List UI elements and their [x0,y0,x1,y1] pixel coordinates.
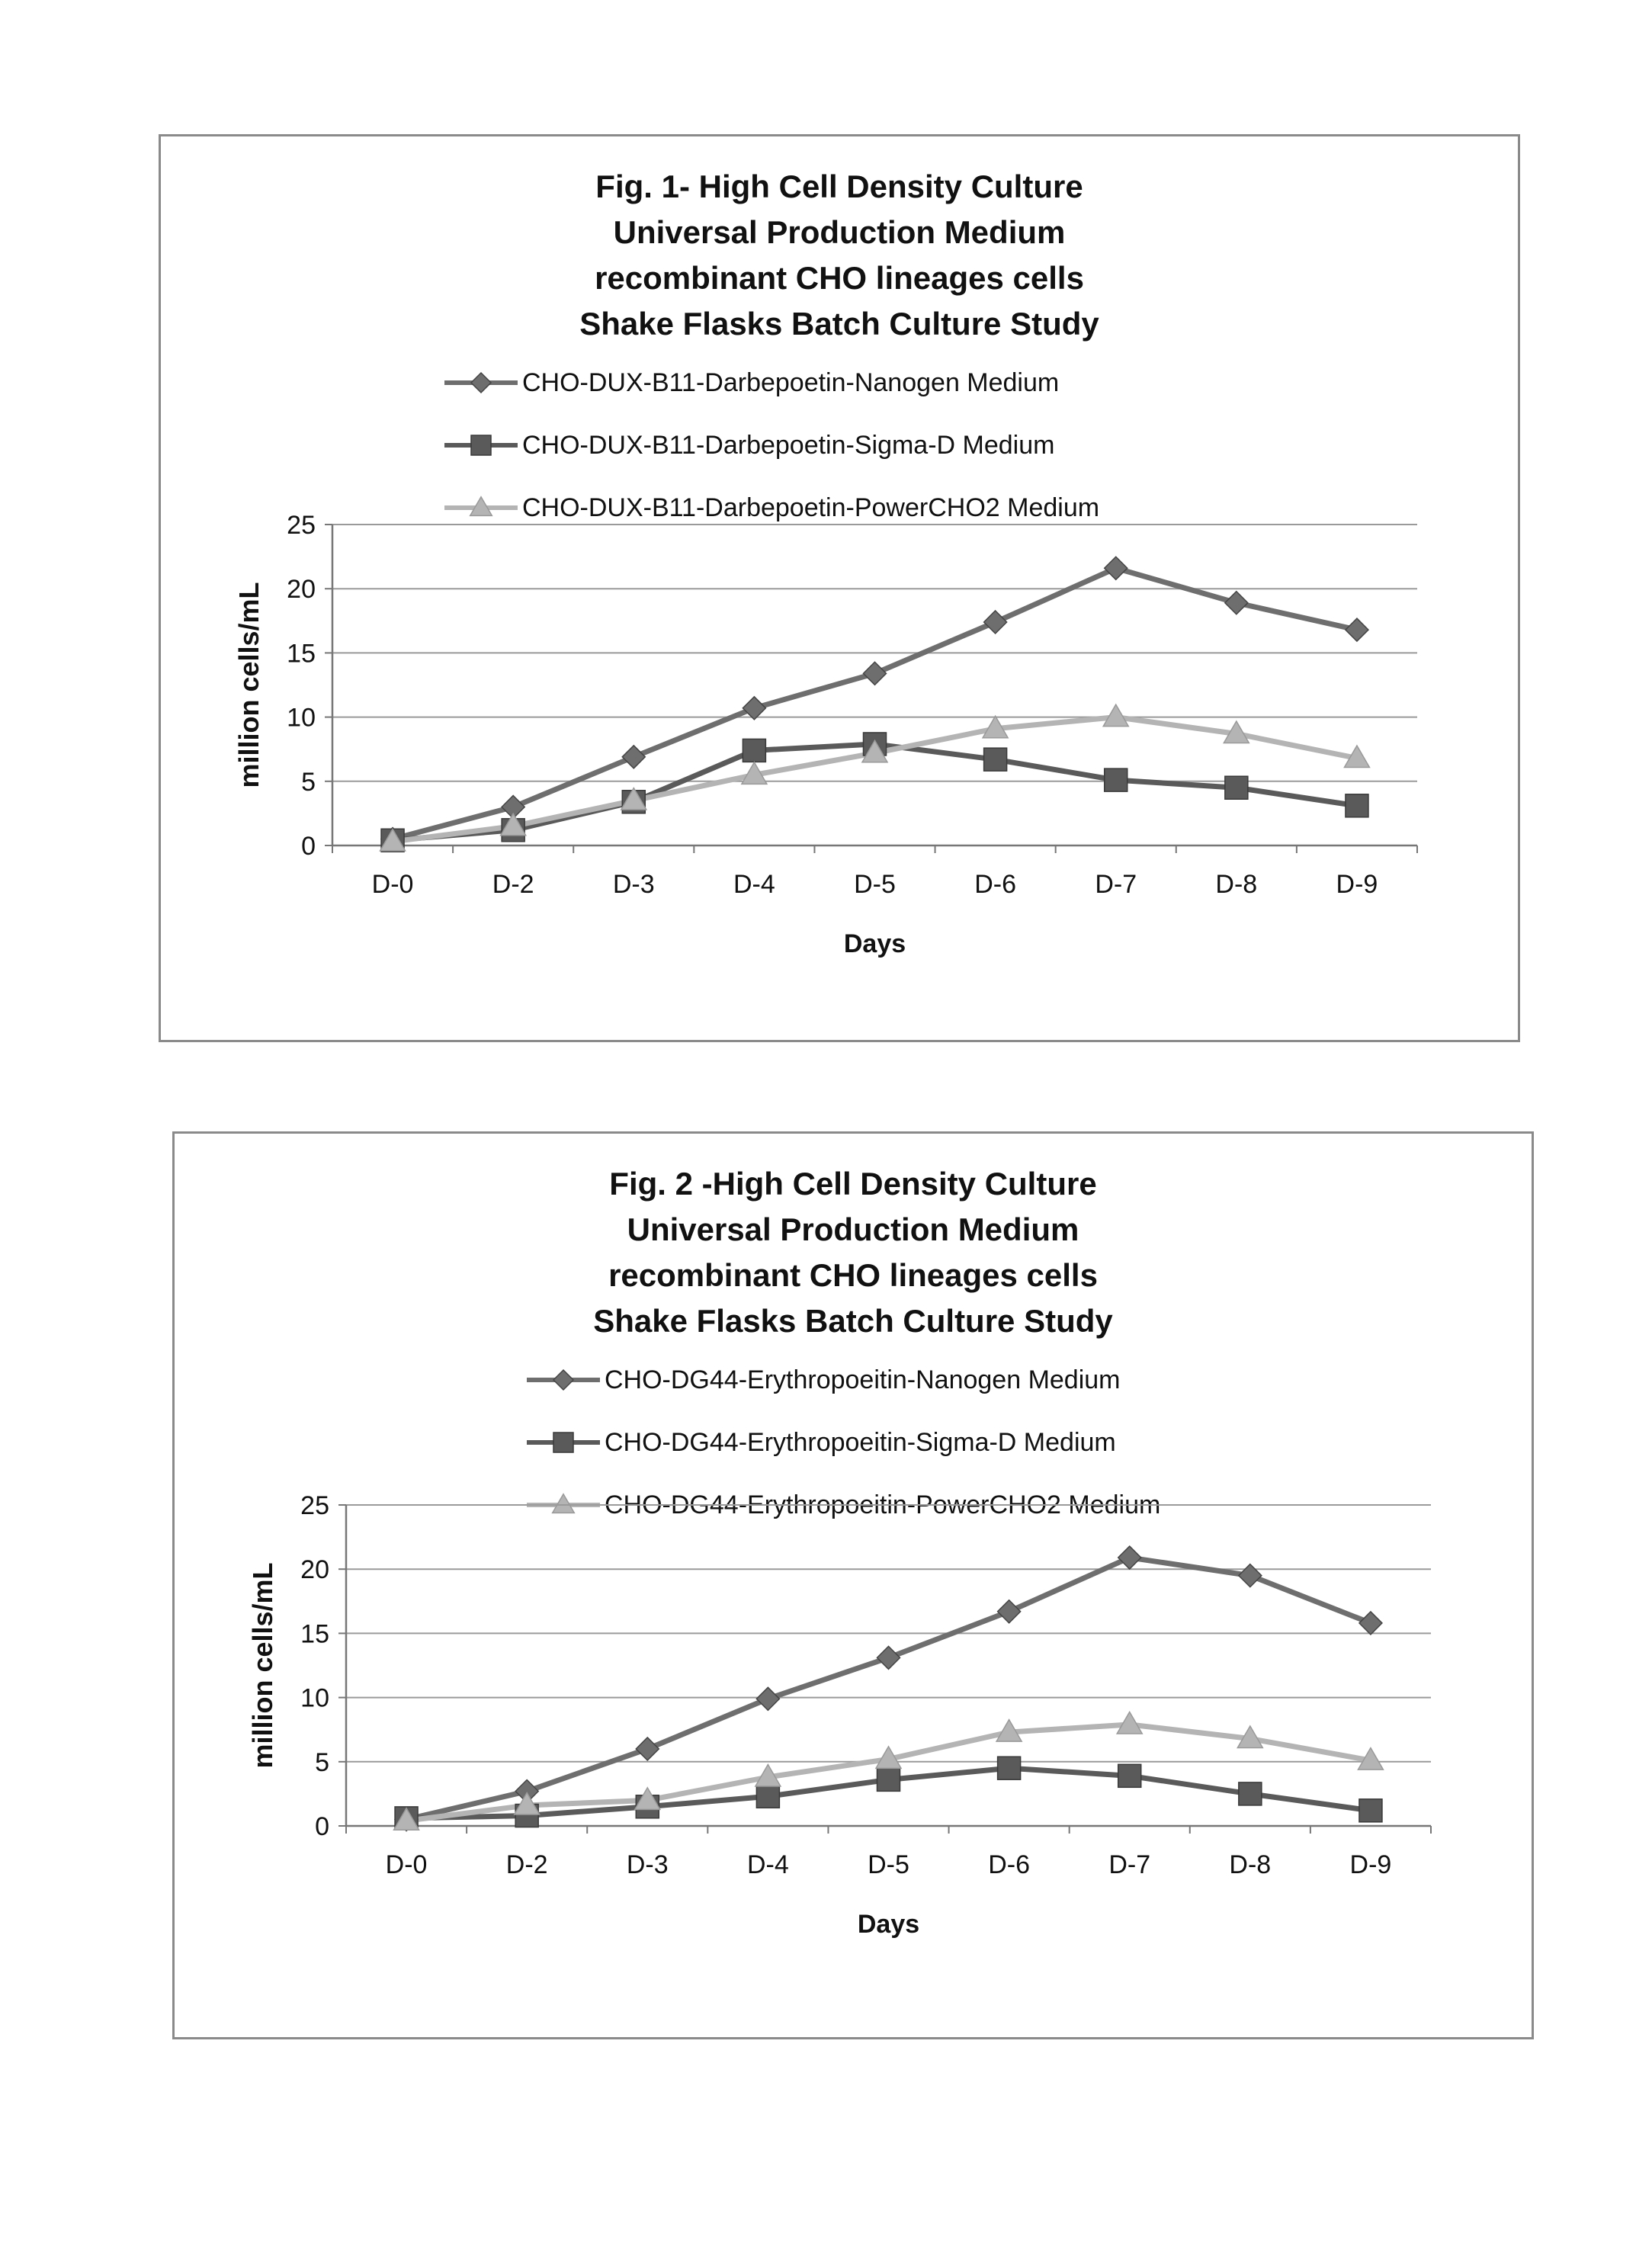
y-tick-label: 5 [315,1747,329,1777]
y-tick-label: 0 [315,1812,329,1841]
x-tick-label: D-8 [1215,870,1258,899]
data-point-square [877,1768,900,1791]
x-tick-label: D-3 [612,870,655,899]
chart-title-line: Fig. 2 -High Cell Density Culture [609,1166,1097,1202]
y-tick-label: 5 [301,767,316,797]
x-tick-label: D-9 [1349,1850,1392,1879]
y-tick-label: 20 [300,1555,329,1585]
data-point-square [1118,1764,1141,1787]
data-point-diamond [864,662,887,685]
x-tick-label: D-5 [854,870,896,899]
y-axis-label: million cells/mL [233,582,265,788]
data-point-diamond [636,1737,659,1760]
data-point-diamond [1359,1612,1382,1635]
legend-label: CHO-DUX-B11-Darbepoetin-PowerCHO2 Medium [522,493,1100,522]
data-point-square [756,1785,779,1808]
x-tick-label: D-6 [988,1850,1031,1879]
data-point-square [1346,794,1368,817]
y-tick-label: 25 [300,1491,329,1520]
chart-title-line: Universal Production Medium [627,1211,1079,1247]
x-tick-label: D-0 [385,1850,428,1879]
chart-2-frame [172,1131,1534,2039]
data-point-square [743,739,765,762]
data-point-diamond [622,746,645,768]
x-tick-label: D-8 [1229,1850,1272,1879]
x-tick-label: D-7 [1095,870,1137,899]
data-point-square [1359,1799,1382,1822]
data-point-diamond [1346,618,1368,641]
legend-label: CHO-DG44-Erythropoeitin-PowerCHO2 Medium [605,1490,1161,1519]
x-tick-label: D-4 [733,870,775,899]
legend-label: CHO-DUX-B11-Darbepoetin-Sigma-D Medium [522,430,1055,460]
x-tick-label: D-5 [868,1850,909,1879]
chart-title-line: Fig. 1- High Cell Density Culture [595,168,1083,204]
chart-plot-area [161,136,1518,1040]
y-axis-label: million cells/mL [247,1562,278,1769]
x-tick-label: D-7 [1108,1850,1151,1879]
data-point-square [984,748,1007,771]
x-tick-label: D-3 [626,1850,669,1879]
legend-label: CHO-DG44-Erythropoeitin-Nanogen Medium [605,1365,1121,1394]
chart-1-frame [159,134,1520,1042]
chart-title-line: recombinant CHO lineages cells [608,1257,1098,1293]
data-point-diamond [1105,557,1128,579]
y-tick-label: 10 [300,1683,329,1713]
data-point-diamond [984,611,1007,634]
chart-title-line: Shake Flasks Batch Culture Study [579,306,1099,342]
series-line-diamond [393,568,1357,839]
data-point-square [998,1757,1021,1779]
data-point-diamond [877,1646,900,1669]
data-point-diamond [756,1687,779,1710]
chart-plot-area [175,1134,1532,2037]
data-point-diamond [1118,1546,1141,1569]
x-axis-label: Days [843,929,906,958]
x-tick-label: D-0 [371,870,414,899]
y-tick-label: 15 [287,639,316,669]
chart-title-line: recombinant CHO lineages cells [595,260,1084,296]
chart-title-line: Universal Production Medium [613,214,1066,250]
y-tick-label: 20 [287,575,316,605]
data-point-square [1239,1782,1262,1805]
data-point-diamond [1225,592,1248,614]
data-point-diamond [1239,1564,1262,1587]
y-tick-label: 10 [287,703,316,733]
x-tick-label: D-4 [746,1850,789,1879]
legend-label: CHO-DUX-B11-Darbepoetin-Nanogen Medium [522,367,1060,397]
data-point-diamond [743,697,765,720]
y-tick-label: 25 [287,511,316,540]
x-tick-label: D-2 [505,1850,548,1879]
data-point-square [1105,768,1128,791]
legend-label: CHO-DG44-Erythropoeitin-Sigma-D Medium [605,1427,1116,1457]
x-axis-label: Days [857,1910,920,1939]
chart-title-line: Shake Flasks Batch Culture Study [593,1303,1113,1339]
x-tick-label: D-2 [492,870,534,899]
data-point-diamond [998,1600,1021,1623]
y-tick-label: 15 [300,1619,329,1649]
x-tick-label: D-9 [1336,870,1378,899]
x-tick-label: D-6 [974,870,1017,899]
data-point-square [1225,776,1248,799]
y-tick-label: 0 [301,832,316,861]
